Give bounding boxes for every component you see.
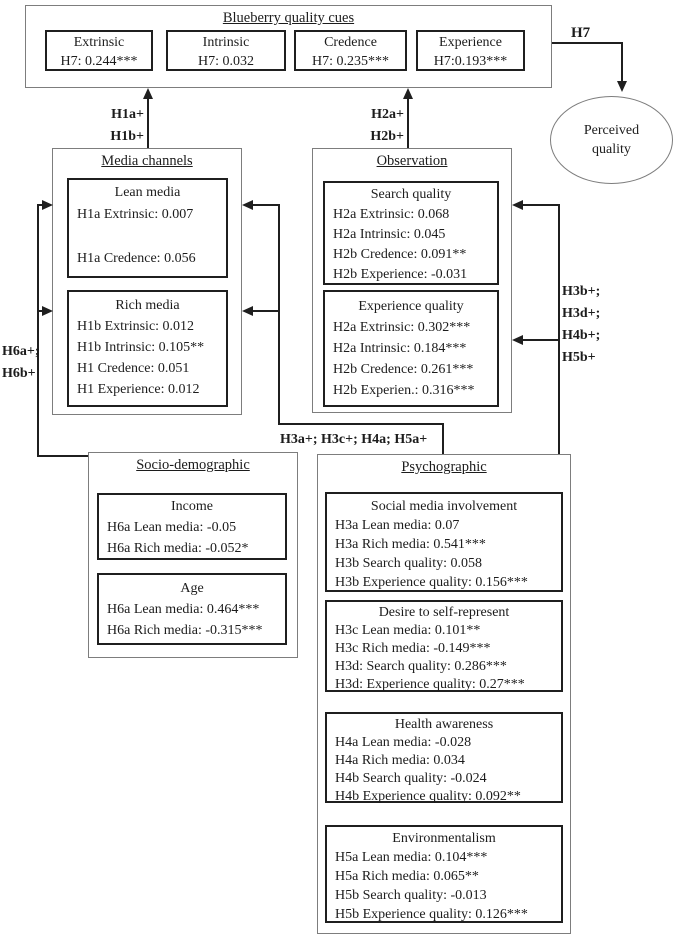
search-quality-box [323, 181, 499, 285]
health-awareness-box [325, 712, 563, 803]
h7-arrowhead-icon [617, 81, 627, 92]
perceived-quality-line2: quality [592, 142, 631, 157]
stat-line: H1 Experience: 0.012 [77, 382, 200, 397]
extrinsic-cue-name: Extrinsic [73, 35, 125, 50]
lean-media-box [67, 178, 228, 278]
h3-lean-shaft [251, 204, 280, 206]
stat-line: H5b Experience quality: 0.126*** [335, 907, 528, 922]
stat-line: H5a Rich media: 0.065** [335, 869, 479, 884]
stat-line: H3d: Experience quality: 0.27*** [335, 677, 525, 692]
h3-mid-label: H3a+; H3c+; H4a; H5a+ [280, 432, 428, 447]
stat-line: H4b Search quality: -0.024 [335, 771, 487, 786]
stat-line: H2a Extrinsic: 0.068 [333, 207, 450, 222]
credence-cue-value: H7: 0.235*** [312, 54, 389, 69]
h6-rich-arrowhead-icon [42, 306, 53, 316]
search-quality-title: Search quality [370, 187, 452, 202]
intrinsic-cue-name: Intrinsic [202, 35, 250, 50]
h1a-label: H1a+ [111, 107, 144, 122]
stat-line: H1a Credence: 0.056 [77, 251, 196, 266]
h6-connector-horizontal [37, 455, 88, 457]
experience-cue-value: H7:0.193*** [433, 54, 508, 69]
rich-media-box [67, 290, 228, 407]
stat-line: H3a Rich media: 0.541*** [335, 537, 486, 552]
h6b-label: H6b+ [2, 366, 36, 381]
credence-cue-box [294, 30, 407, 71]
h3-rich-shaft [251, 310, 280, 312]
social-media-involvement-title: Social media involvement [370, 499, 518, 514]
h2-arrowhead-icon [403, 88, 413, 99]
h7-connector-vertical [621, 42, 623, 83]
desire-to-self-represent-box [325, 600, 563, 692]
stat-line: H3d: Search quality: 0.286*** [335, 659, 507, 674]
h3-experience-shaft [521, 339, 560, 341]
h6a-label: H6a+; [2, 344, 40, 359]
intrinsic-cue-value: H7: 0.032 [198, 54, 254, 69]
stat-line: H2b Credence: 0.091** [333, 247, 467, 262]
socio-demographic-title: Socio-demographic [136, 457, 250, 473]
health-awareness-title: Health awareness [394, 717, 494, 732]
stat-line [69, 226, 226, 248]
experience-cue-name: Experience [439, 35, 502, 50]
social-media-involvement-box [325, 492, 563, 592]
h5b-label: H5b+ [562, 350, 596, 365]
h3-experience-arrowhead-icon [512, 335, 523, 345]
experience-cue-box [416, 30, 525, 71]
psychographic-title: Psychographic [401, 459, 487, 475]
experience-quality-title: Experience quality [358, 299, 464, 314]
stat-line: H3a Lean media: 0.07 [335, 518, 460, 533]
h3-mid-connector-horizontal [278, 423, 444, 425]
income-box [97, 493, 287, 560]
h2a-label: H2a+ [371, 107, 404, 122]
stat-line: H3c Lean media: 0.101** [335, 623, 481, 638]
h3-rich-arrowhead-icon [242, 306, 253, 316]
extrinsic-cue-box [45, 30, 153, 71]
h3b-label: H3b+; [562, 284, 601, 299]
stat-line: H2b Experience: -0.031 [333, 267, 468, 282]
h2-connector [407, 92, 409, 148]
stat-line: H6a Lean media: -0.05 [107, 520, 237, 535]
stat-line: H3b Search quality: 0.058 [335, 556, 482, 571]
stat-line: H6a Rich media: -0.052* [107, 541, 249, 556]
perceived-quality-ellipse [550, 96, 673, 184]
h3-search-shaft [521, 204, 560, 206]
stat-line: H1 Credence: 0.051 [77, 361, 190, 376]
environmentalism-box [325, 825, 563, 923]
h7-label: H7 [571, 25, 591, 41]
stat-line: H4a Rich media: 0.034 [335, 753, 465, 768]
stat-line: H2b Credence: 0.261*** [333, 362, 474, 377]
rich-media-title: Rich media [115, 298, 180, 313]
credence-cue-name: Credence [324, 35, 377, 50]
intrinsic-cue-box [166, 30, 286, 71]
h3-search-arrowhead-icon [512, 200, 523, 210]
stat-line: H6a Rich media: -0.315*** [107, 623, 263, 638]
stat-line: H2a Intrinsic: 0.045 [333, 227, 446, 242]
stat-line: H5b Search quality: -0.013 [335, 888, 487, 903]
stat-line: H4b Experience quality: 0.092** [335, 789, 521, 804]
stat-line: H1a Extrinsic: 0.007 [77, 207, 194, 222]
age-title: Age [180, 581, 204, 596]
h1-arrowhead-icon [143, 88, 153, 99]
h6-labels [2, 341, 40, 385]
h2b-label: H2b+ [370, 129, 404, 144]
right-hypothesis-labels [562, 281, 600, 369]
stat-line: H3b Experience quality: 0.156*** [335, 575, 528, 590]
extrinsic-cue-value: H7: 0.244*** [60, 54, 138, 69]
h3-right-connector-vertical [558, 204, 560, 454]
stat-line: H2a Extrinsic: 0.302*** [333, 320, 471, 335]
h6-connector-vertical [37, 204, 39, 457]
h3-lean-arrowhead-icon [242, 200, 253, 210]
media-channels-title: Media channels [101, 153, 193, 169]
stat-line: H5a Lean media: 0.104*** [335, 850, 488, 865]
desire-to-self-represent-title: Desire to self-represent [378, 605, 510, 620]
h1-labels [86, 104, 144, 148]
observation-title: Observation [376, 153, 448, 169]
age-box [97, 573, 287, 645]
stat-line: H4a Lean media: -0.028 [335, 735, 472, 750]
h6-lean-arrowhead-icon [42, 200, 53, 210]
stat-line: H6a Lean media: 0.464*** [107, 602, 260, 617]
blueberry-quality-cues-title: Blueberry quality cues [222, 10, 355, 26]
h1b-label: H1b+ [110, 129, 144, 144]
h2-labels [346, 104, 404, 148]
h4b-label: H4b+; [562, 328, 601, 343]
stat-line: H2b Experien.: 0.316*** [333, 383, 475, 398]
income-title: Income [171, 499, 213, 514]
lean-media-title: Lean media [114, 185, 181, 200]
h1-connector [147, 92, 149, 148]
environmentalism-title: Environmentalism [392, 831, 496, 846]
h3d-label: H3d+; [562, 306, 601, 321]
stat-line: H2a Intrinsic: 0.184*** [333, 341, 467, 356]
stat-line: H1b Extrinsic: 0.012 [77, 319, 195, 334]
stat-line: H3c Rich media: -0.149*** [335, 641, 491, 656]
experience-quality-box [323, 290, 499, 407]
perceived-quality-line1: Perceived [583, 123, 640, 138]
stat-line: H1b Intrinsic: 0.105** [77, 340, 205, 355]
h3-mid-connector-stub [442, 423, 444, 454]
h3-mid-connector-vertical [278, 204, 280, 425]
